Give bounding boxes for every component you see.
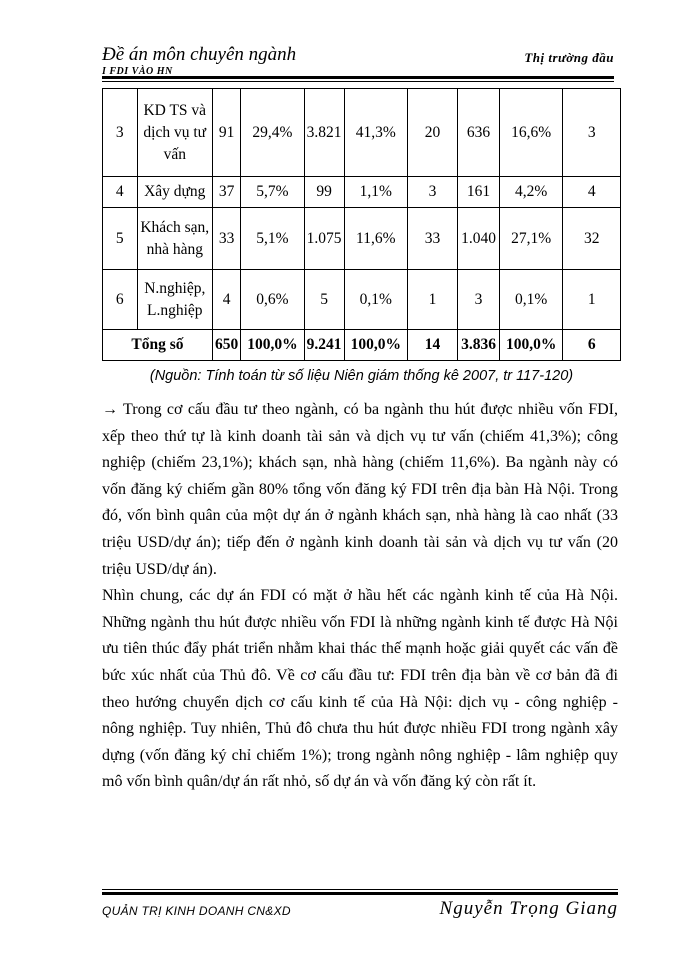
cell: 650 xyxy=(212,330,240,361)
header-rule xyxy=(102,76,614,82)
cell: 4 xyxy=(563,177,621,208)
row-name-line: dịch vụ tư xyxy=(143,123,207,141)
cell: 1.040 xyxy=(458,208,500,270)
row-name-line: L.nghiệp xyxy=(146,301,203,319)
cell: 3.836 xyxy=(458,330,500,361)
cell: 29,4% xyxy=(241,89,304,177)
row-name xyxy=(137,89,212,177)
header-subtitle: I FDI VÀO HN xyxy=(102,66,173,77)
cell: 5 xyxy=(304,270,344,330)
row-name xyxy=(137,270,212,330)
cell: 3 xyxy=(458,270,500,330)
table-source-note: (Nguồn: Tính toán từ số liệu Niên giám thống kê 2007, tr 117-120) xyxy=(149,368,574,384)
row-name-line: Khách sạn, xyxy=(140,218,210,236)
cell: 1.075 xyxy=(304,208,344,270)
table-row xyxy=(103,177,621,208)
cell: 33 xyxy=(212,208,240,270)
cell: 3 xyxy=(408,177,458,208)
cell: 5,7% xyxy=(241,177,304,208)
row-name-line: KD TS và xyxy=(143,101,207,119)
table-body xyxy=(103,89,621,361)
cell: 32 xyxy=(563,208,621,270)
cell: 3 xyxy=(563,89,621,177)
row-stt: 3 xyxy=(103,89,138,177)
table-row xyxy=(103,208,621,270)
table-row xyxy=(103,270,621,330)
body-text xyxy=(102,397,618,796)
row-stt: 4 xyxy=(103,177,138,208)
cell: 0,1% xyxy=(499,270,562,330)
row-name-line: vấn xyxy=(163,145,186,163)
header-right-text: Thị trường đầu xyxy=(524,50,614,65)
paragraph: Nhìn chung, các dự án FDI có mặt ở hầu hết các ngành kinh tế của Hà Nội. Những ngành thu hút được nhiều vốn FDI là những ngành kinh tế được Hà Nội ưu tiên thúc đẩy phát triển nhằm khai thác thế mạnh hoặc giải quyết các vấn đề bức xúc nhất của Thủ đô. Về cơ cấu đầu tư: FDI trên địa bàn về cơ bản đã đi theo hướng chuyển dịch cơ cấu kinh tế của Hà Nội: dịch vụ - công nghiệp - nông nghiệp. Tuy nhiên, Thủ đô chưa thu hút được nhiều FDI trong ngành xây dựng (vốn đăng ký chỉ chiếm 1%); trong ngành nông nghiệp - lâm nghiệp quy mô vốn bình quân/dự án rất nhỏ, số dự án và vốn đăng ký còn rất ít. xyxy=(102,587,618,791)
cell: 6 xyxy=(563,330,621,361)
table-total-row xyxy=(103,330,621,361)
cell: 99 xyxy=(304,177,344,208)
row-stt: 6 xyxy=(103,270,138,330)
cell: 20 xyxy=(408,89,458,177)
cell: 0,1% xyxy=(344,270,407,330)
cell: 5,1% xyxy=(241,208,304,270)
table-row xyxy=(103,89,621,177)
cell: 16,6% xyxy=(499,89,562,177)
cell: 27,1% xyxy=(499,208,562,270)
cell: 1 xyxy=(408,270,458,330)
footer-signature: Nguyễn Trọng Giang xyxy=(439,898,618,919)
footer-rule xyxy=(102,889,618,895)
footer-left-text: QUẢN TRỊ KINH DOANH CN&XD xyxy=(102,904,291,918)
fdi-sector-table xyxy=(102,88,621,361)
cell: 14 xyxy=(408,330,458,361)
row-name-line: Xây dựng xyxy=(144,183,206,200)
cell: 100,0% xyxy=(241,330,304,361)
cell: 37 xyxy=(212,177,240,208)
row-stt: 5 xyxy=(103,208,138,270)
cell: 91 xyxy=(212,89,240,177)
cell: 0,6% xyxy=(241,270,304,330)
row-name xyxy=(137,208,212,270)
cell: 3.821 xyxy=(304,89,344,177)
cell: 100,0% xyxy=(344,330,407,361)
cell: 9.241 xyxy=(304,330,344,361)
cell: 41,3% xyxy=(344,89,407,177)
cell: 4 xyxy=(212,270,240,330)
header-title: Đề án môn chuyên ngành xyxy=(102,44,297,65)
cell: 1 xyxy=(563,270,621,330)
cell: 11,6% xyxy=(344,208,407,270)
cell: 33 xyxy=(408,208,458,270)
paragraph: → Trong cơ cấu đầu tư theo ngành, có ba ngành thu hút được nhiều vốn FDI, xếp theo thứ tự là kinh doanh tài sản và dịch vụ tư vấn (chiếm 41,3%); công nghiệp (chiếm 23,1%); khách sạn, nhà hàng (chiếm 11,6%). Ba ngành này có vốn đăng ký chiếm gần 80% tổng vốn đăng ký FDI trên địa bàn Hà Nội. Trong đó, vốn bình quân của một dự án ở ngành khách sạn, nhà hàng là cao nhất (33 triệu USD/dự án); tiếp đến ở ngành kinh doanh tài sản và dịch vụ tư vấn (20 triệu USD/dự án). xyxy=(102,401,618,578)
cell: 1,1% xyxy=(344,177,407,208)
cell: 636 xyxy=(458,89,500,177)
row-name-line: nhà hàng xyxy=(146,240,203,258)
row-name-line: N.nghiệp, xyxy=(144,279,206,297)
cell: 4,2% xyxy=(499,177,562,208)
cell: 100,0% xyxy=(499,330,562,361)
total-label: Tổng số xyxy=(103,330,213,361)
row-name xyxy=(137,177,212,208)
cell: 161 xyxy=(458,177,500,208)
